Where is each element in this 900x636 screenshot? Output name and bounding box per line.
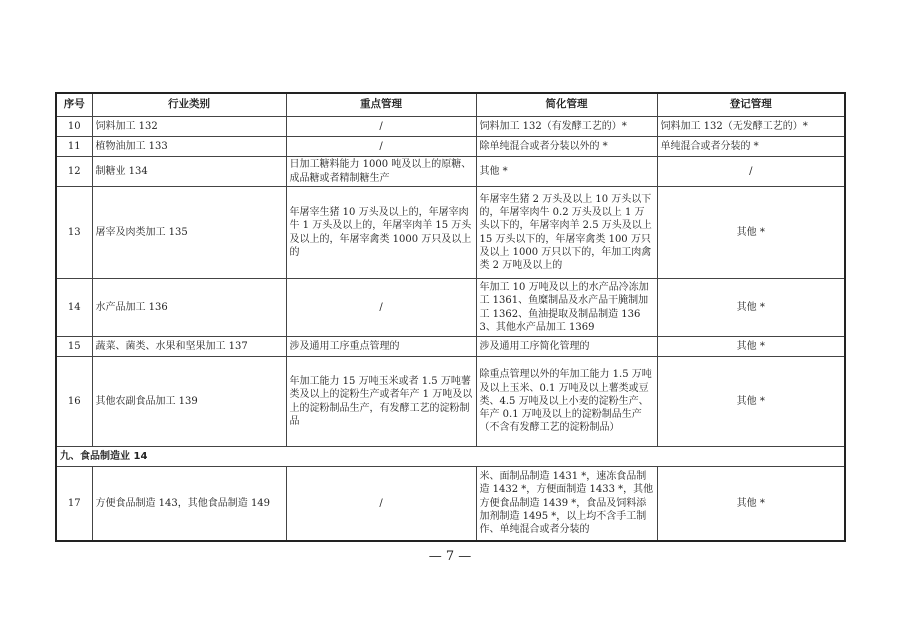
header-key-management: 重点管理 bbox=[286, 93, 476, 117]
cell-key: / bbox=[286, 467, 476, 541]
page-number: — 7 — bbox=[428, 549, 472, 564]
cell-simplified: 年屠宰生猪 2 万头及以上 10 万头以下的，年屠宰肉牛 0.2 万头及以上 1 万头以下的，年屠宰肉羊 2.5 万头及以上 15 万头以下的，年屠宰禽类 100 万只及以上 1000 万只以下的，年加工肉禽类 2 万吨及以上的 bbox=[476, 187, 657, 279]
cell-industry: 蔬菜、菌类、水果和坚果加工 137 bbox=[92, 337, 286, 357]
cell-key: / bbox=[286, 279, 476, 337]
cell-seq: 12 bbox=[56, 157, 92, 187]
cell-industry: 水产品加工 136 bbox=[92, 279, 286, 337]
cell-key: 年加工能力 15 万吨玉米或者 1.5 万吨薯类及以上的淀粉生产或者年产 1 万吨及以上的淀粉制品生产，有发酵工艺的淀粉制品 bbox=[286, 357, 476, 447]
permit-classification-table bbox=[55, 92, 846, 542]
section-heading: 九、食品制造业 14 bbox=[56, 447, 845, 467]
cell-seq: 13 bbox=[56, 187, 92, 279]
cell-industry: 其他农副食品加工 139 bbox=[92, 357, 286, 447]
table-row bbox=[56, 467, 845, 541]
header-registration-management: 登记管理 bbox=[657, 93, 845, 117]
cell-seq: 10 bbox=[56, 117, 92, 137]
header-seq: 序号 bbox=[56, 93, 92, 117]
cell-simplified: 饲料加工 132（有发酵工艺的）* bbox=[476, 117, 657, 137]
cell-industry: 屠宰及肉类加工 135 bbox=[92, 187, 286, 279]
cell-seq: 14 bbox=[56, 279, 92, 337]
cell-industry: 制糖业 134 bbox=[92, 157, 286, 187]
cell-simplified: 除单纯混合或者分装以外的 * bbox=[476, 137, 657, 157]
table-row bbox=[56, 337, 845, 357]
section-heading-row bbox=[56, 447, 845, 467]
cell-registration: / bbox=[657, 157, 845, 187]
cell-industry: 植物油加工 133 bbox=[92, 137, 286, 157]
cell-seq: 16 bbox=[56, 357, 92, 447]
cell-simplified: 年加工 10 万吨及以上的水产品冷冻加工 1361、鱼糜制品及水产品干腌制加工 1362、鱼油提取及制品制造 1363、其他水产品加工 1369 bbox=[476, 279, 657, 337]
header-simplified-management: 简化管理 bbox=[476, 93, 657, 117]
cell-simplified: 涉及通用工序简化管理的 bbox=[476, 337, 657, 357]
cell-registration: 单纯混合或者分装的 * bbox=[657, 137, 845, 157]
table-row bbox=[56, 157, 845, 187]
table-row bbox=[56, 117, 845, 137]
cell-key: / bbox=[286, 117, 476, 137]
table-row bbox=[56, 357, 845, 447]
cell-registration: 其他 * bbox=[657, 467, 845, 541]
cell-key: 日加工糖料能力 1000 吨及以上的原糖、成品糖或者精制糖生产 bbox=[286, 157, 476, 187]
table-header-row bbox=[56, 93, 845, 117]
header-industry: 行业类别 bbox=[92, 93, 286, 117]
cell-seq: 17 bbox=[56, 467, 92, 541]
table-row bbox=[56, 187, 845, 279]
cell-registration: 其他 * bbox=[657, 337, 845, 357]
cell-seq: 15 bbox=[56, 337, 92, 357]
cell-key: 年屠宰生猪 10 万头及以上的，年屠宰肉牛 1 万头及以上的，年屠宰肉羊 15 万头及以上的，年屠宰禽类 1000 万只及以上的 bbox=[286, 187, 476, 279]
cell-registration: 其他 * bbox=[657, 357, 845, 447]
cell-seq: 11 bbox=[56, 137, 92, 157]
cell-key: 涉及通用工序重点管理的 bbox=[286, 337, 476, 357]
cell-simplified: 米、面制品制造 1431 *，速冻食品制造 1432 *，方便面制造 1433 *，其他方便食品制造 1439 *，食品及饲料添加剂制造 1495 *，以上均不含手工制作、单纯混合或者分装的 bbox=[476, 467, 657, 541]
cell-industry: 饲料加工 132 bbox=[92, 117, 286, 137]
cell-simplified: 其他 * bbox=[476, 157, 657, 187]
cell-registration: 饲料加工 132（无发酵工艺的）* bbox=[657, 117, 845, 137]
cell-industry: 方便食品制造 143，其他食品制造 149 bbox=[92, 467, 286, 541]
table-row bbox=[56, 137, 845, 157]
table-row bbox=[56, 279, 845, 337]
cell-registration: 其他 * bbox=[657, 279, 845, 337]
cell-registration: 其他 * bbox=[657, 187, 845, 279]
cell-key: / bbox=[286, 137, 476, 157]
cell-simplified: 除重点管理以外的年加工能力 1.5 万吨及以上玉米、0.1 万吨及以上薯类或豆类、4.5 万吨及以上小麦的淀粉生产、年产 0.1 万吨及以上的淀粉制品生产（不含有发酵工艺的淀粉制品） bbox=[476, 357, 657, 447]
